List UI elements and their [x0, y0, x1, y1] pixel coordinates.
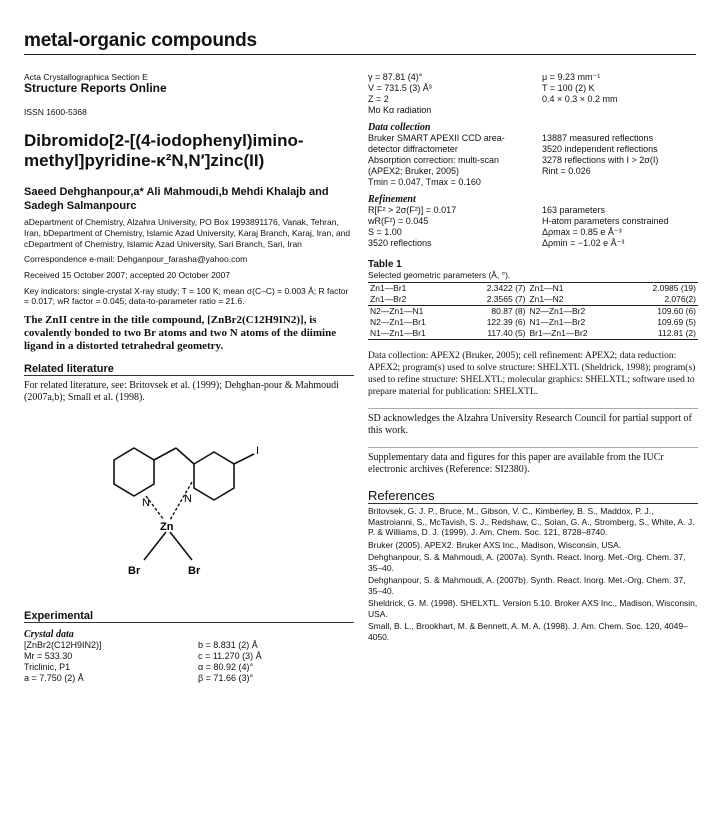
atom-n1: N [142, 497, 150, 509]
table-cell: 2.3422 (7) [486, 283, 526, 293]
atom-i: I [256, 445, 260, 457]
table-row [368, 317, 698, 328]
table-row [368, 306, 698, 318]
table-cell: Zn1—Br1 [370, 283, 407, 293]
ref-row: 163 parameters [542, 205, 606, 215]
table-cell: 109.69 (5) [657, 317, 696, 327]
crystal-row: Mo Kα radiation [368, 105, 432, 115]
table-cell: Br1—Zn1—Br2 [529, 328, 588, 338]
right-column [368, 72, 698, 642]
atom-zn: Zn [160, 521, 174, 533]
ref-row: Δρmin = −1.02 e Å⁻³ [542, 238, 625, 248]
reference-item: Bruker (2005). APEX2. Bruker AXS Inc., Madison, Wisconsin, USA. [368, 539, 622, 550]
geometry-table [368, 282, 698, 340]
refinement [368, 205, 698, 249]
ref-row: 3520 reflections [368, 238, 432, 248]
article-authors: Saeed Dehghanpour,a* Ali Mahmoudi,b Mehdi Khalajb and Sadegh Salmanpourc [24, 186, 329, 212]
data-collection-heading: Data collection [368, 122, 431, 133]
table1-title: Table 1 [368, 259, 402, 270]
acknowledgement: SD acknowledges the Alzahra University Research Council for partial support of this work. [368, 408, 698, 437]
crystal-row: β = 71.66 (3)° [198, 673, 254, 683]
atom-n2: N [184, 493, 192, 505]
crystal-row: [ZnBr2(C12H9IN2)] [24, 640, 102, 650]
crystal-data-left [24, 640, 180, 684]
atom-br2: Br [188, 565, 201, 577]
reference-item: Britovsek, G. J. P., Bruce, M., Gibson, V. C., Kimberley, B. S., Maddox, P. J., Mastroianni, S., McTavish, S. J., Redshaw, C., Solan, G. A., Stromberg, S., White, A. J. P. & Williams, D. J. (1999). J. Am. Chem. Soc. 121, 8728–8740. [368, 506, 695, 537]
journal-subtitle: Structure Reports Online [24, 81, 167, 95]
crystal-row: a = 7.750 (2) Å [24, 673, 84, 683]
table-cell: Zn1—Br2 [370, 294, 407, 304]
table-cell: N1—Zn1—Br2 [529, 317, 586, 327]
dc-row: Rint = 0.026 [542, 166, 591, 176]
dc-row: 3520 independent reflections [542, 144, 658, 154]
refinement-heading: Refinement [368, 194, 416, 205]
supplementary-note[interactable]: Supplementary data and figures for this paper are available from the IUCr electronic archives (Reference: SI2380). [368, 447, 698, 476]
crystal-cont-left [368, 72, 524, 116]
ref-row: wR(F²) = 0.045 [368, 216, 429, 226]
crystal-data-heading: Crystal data [24, 629, 74, 640]
table-cell: N2—Zn1—N1 [370, 306, 424, 316]
crystal-row: Triclinic, P1 [24, 662, 71, 672]
received-dates: Received 15 October 2007; accepted 20 October 2007 [24, 270, 231, 280]
table-cell: 112.81 (2) [657, 328, 696, 338]
section-title: metal-organic compounds [24, 30, 257, 51]
journal-block [24, 72, 354, 95]
table-cell: N2—Zn1—Br1 [370, 317, 426, 327]
crystal-row: c = 11.270 (3) Å [198, 651, 262, 661]
phenyl-ring [194, 452, 234, 500]
reference-item: Dehghanpour, S. & Mahmoudi, A. (2007a). Synth. React. Inorg. Met.-Org. Chem. 37, 35–40. [368, 552, 686, 573]
crystal-data-cont [368, 72, 698, 116]
pyridine-ring [114, 448, 154, 496]
header-rule [24, 54, 696, 55]
correspondence[interactable]: Correspondence e-mail: Dehganpour_farasha@yahoo.com [24, 254, 248, 264]
table-cell: 122.39 (6) [486, 317, 526, 327]
dc-row: Tmin = 0.047, Tmax = 0.160 [368, 177, 481, 187]
table-cell: 2.076(2) [664, 294, 696, 304]
ref-row: H-atom parameters constrained [542, 216, 669, 226]
table-cell: 2.3565 (7) [486, 294, 526, 304]
crystal-row: γ = 87.81 (4)° [368, 72, 423, 82]
chemical-scheme [24, 410, 354, 600]
refinement-right [542, 205, 698, 249]
crystal-row: Z = 2 [368, 94, 389, 104]
table-cell: 80.87 (8) [491, 306, 526, 316]
crystal-row: μ = 9.23 mm⁻¹ [542, 72, 601, 82]
dc-row: 13887 measured reflections [542, 133, 654, 143]
dc-row: Bruker SMART APEXII CCD area-detector diffractometer [368, 133, 505, 154]
data-collection-right [542, 133, 698, 188]
left-column [24, 72, 354, 684]
refinement-left [368, 205, 524, 249]
reference-item: Sheldrick, G. M. (1998). SHELXTL. Version 5.10. Broker AXS Inc., Madison, Wisconsin, USA. [368, 598, 698, 619]
affiliations: aDepartment of Chemistry, Alzahra University, PO Box 1993891176, Vanak, Tehran, Iran, bDepartment of Chemistry, Islamic Azad University, Karaj Branch, Karaj, Iran, and cDepartment of Chemistry, Islamic Azad University, Sari Branch, Sari, Iran [24, 217, 351, 249]
table-cell: 109.60 (6) [657, 306, 696, 316]
crystal-row: V = 731.5 (3) Å³ [368, 83, 432, 93]
references-heading: References [368, 488, 698, 504]
experimental-heading: Experimental [24, 610, 354, 623]
ref-row: Δρmax = 0.85 e Å⁻³ [542, 227, 622, 237]
crystal-row: Mr = 533.30 [24, 651, 73, 661]
related-heading: Related literature [24, 363, 354, 376]
table-cell: N2—Zn1—Br2 [529, 306, 586, 316]
crystal-data [24, 640, 354, 684]
table-row [368, 283, 698, 295]
data-collection-left [368, 133, 524, 188]
programs-text: Data collection: APEX2 (Bruker, 2005); cell refinement: APEX2; data reduction: APEX2; program(s) used to solve structure: SHELXTL (Sheldrick, 1998); program(s) used to refine structure: SHELXTL; molecular graphics: SHELXTL; software used to prepare material for publication: SHELXTL. [368, 351, 696, 397]
table-cell: N1—Zn1—Br1 [370, 328, 426, 338]
issn: ISSN 1600-5368 [24, 107, 87, 117]
table-cell: Zn1—N2 [529, 294, 564, 304]
key-indicators: Key indicators: single-crystal X-ray study; T = 100 K; mean σ(C–C) = 0.003 Å; R factor = 0.017; wR factor = 0.045; data-to-parameter ratio = 21.6. [24, 286, 349, 306]
table-cell: 117.40 (5) [487, 328, 526, 338]
crystal-row: b = 8.831 (2) Å [198, 640, 258, 650]
abstract: The ZnII centre in the title compound, [ZnBr2(C12H9IN2)], is covalently bonded to two Br atoms and two N atoms of the diimine ligand in a distorted tetrahedral geometry. [24, 314, 337, 352]
crystal-cont-right [542, 72, 698, 116]
table-row [368, 328, 698, 340]
table-cell: Zn1—N1 [529, 283, 564, 293]
ref-row: R[F² > 2σ(F²)] = 0.017 [368, 205, 457, 215]
ref-row: S = 1.00 [368, 227, 402, 237]
table1-caption: Selected geometric parameters (Å, °). [368, 270, 511, 280]
reference-item: Small, B. L., Brookhart, M. & Bennett, A. M. A. (1998). J. Am. Chem. Soc. 120, 4049–4050. [368, 621, 688, 642]
crystal-row: α = 80.92 (4)° [198, 662, 254, 672]
crystal-data-right [198, 640, 354, 684]
crystal-row: 0.4 × 0.3 × 0.2 mm [542, 94, 618, 104]
article-title: Dibromido[2-[(4-iodophenyl)imino-methyl]pyridine-κ²N,N′]zinc(II) [24, 131, 304, 170]
atom-br1: Br [128, 565, 141, 577]
structure-diagram [84, 410, 284, 600]
related-text: For related literature, see: Britovsek et al. (1999); Dehghan-pour & Mahmoudi (2007a,b); Small et al. (1998). [24, 380, 339, 403]
dc-row: Absorption correction: multi-scan (APEX2; Bruker, 2005) [368, 155, 500, 176]
reference-item: Dehghanpour, S. & Mahmoudi, A. (2007b). Synth. React. Inorg. Met.-Org. Chem. 37, 35–40. [368, 575, 686, 596]
table-row [368, 294, 698, 306]
data-collection [368, 133, 698, 188]
dc-row: 3278 reflections with I > 2σ(I) [542, 155, 659, 165]
crystal-row: T = 100 (2) K [542, 83, 595, 93]
journal-name: Acta Crystallographica Section E [24, 72, 148, 82]
table-cell: 2.0985 (19) [652, 283, 696, 293]
